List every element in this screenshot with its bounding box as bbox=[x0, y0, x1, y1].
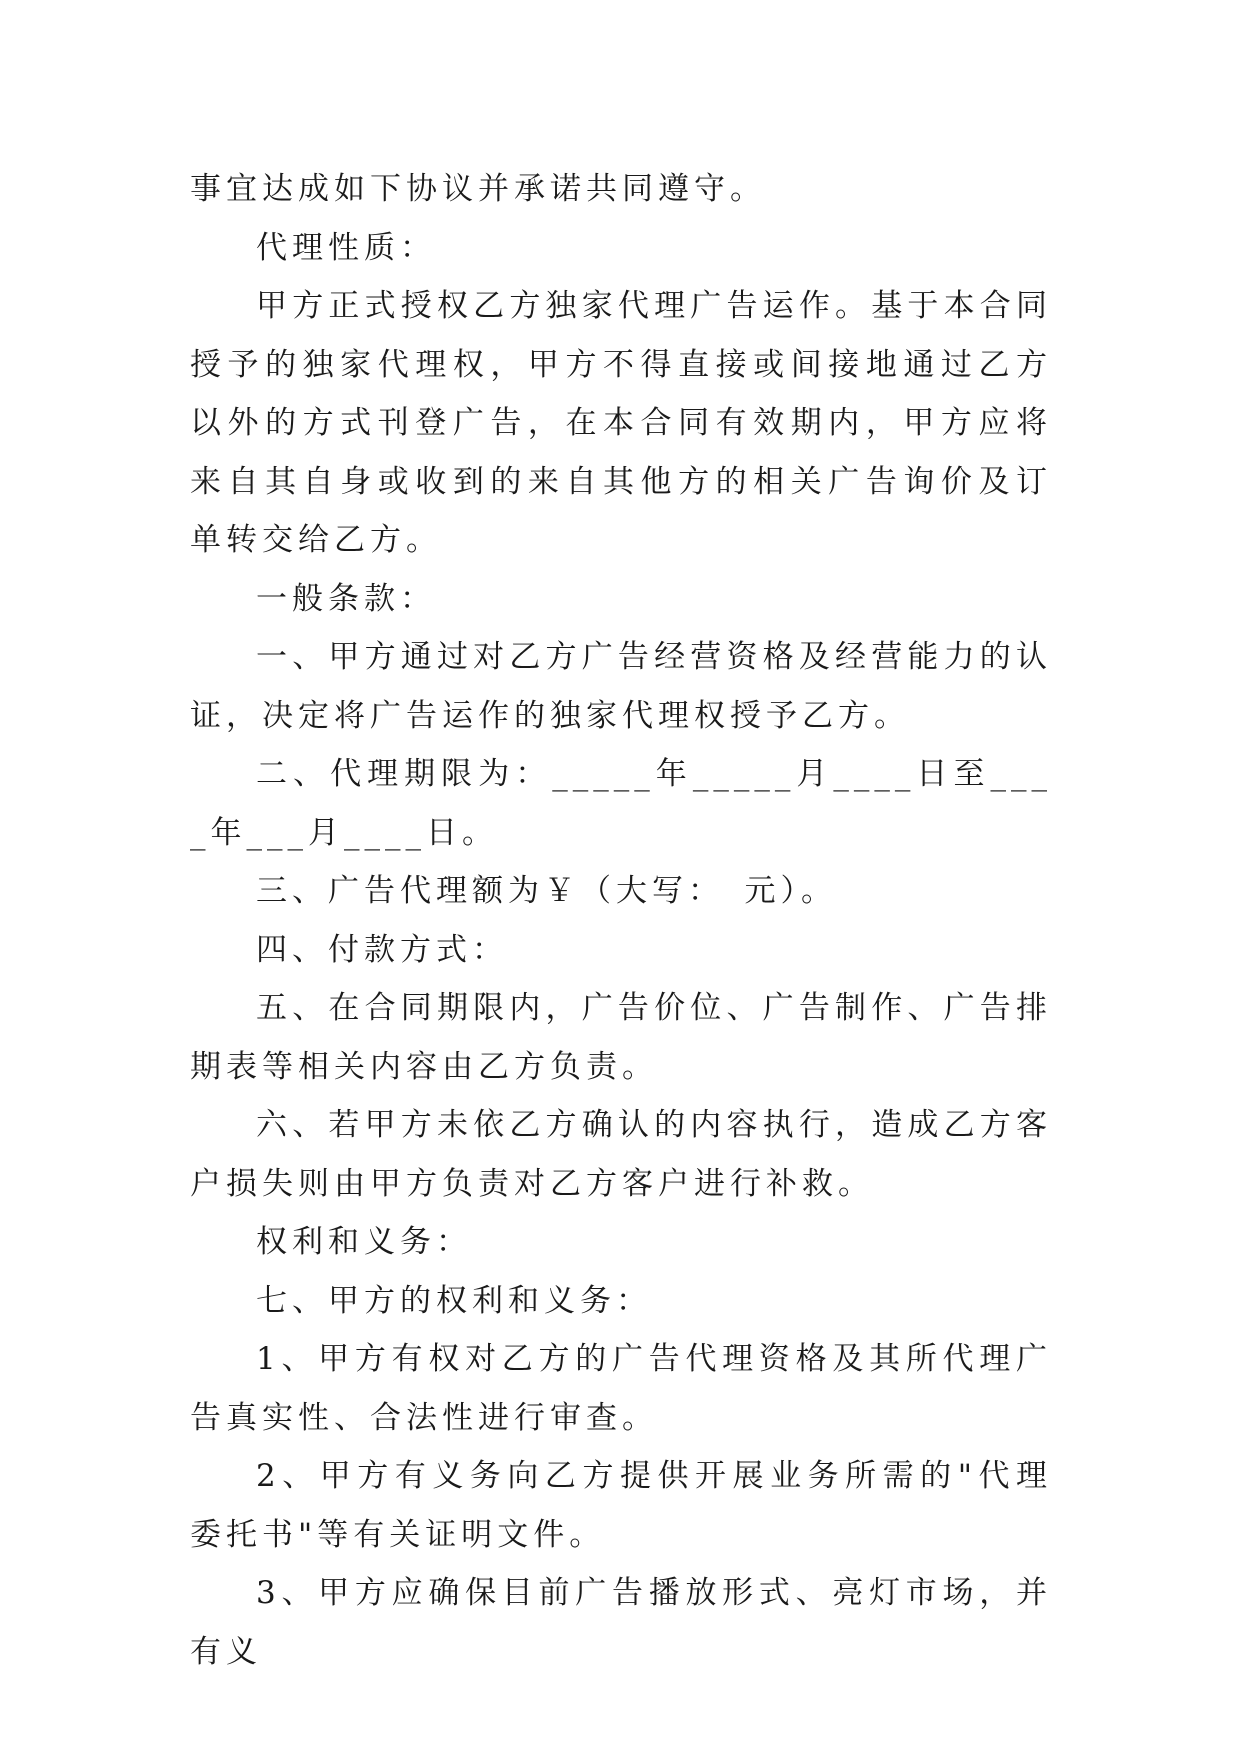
clause-1: 一、甲方通过对乙方广告经营资格及经营能力的认证，决定将广告运作的独家代理权授予乙方。 bbox=[190, 639, 1052, 734]
heading-general-terms: 一般条款： bbox=[256, 580, 436, 617]
subclause-7-2: 2、甲方有义务向乙方提供开展业务所需的"代理委托书"等有关证明文件。 bbox=[190, 1458, 1052, 1553]
clause-6: 六、若甲方未依乙方确认的内容执行，造成乙方客户损失则由甲方负责对乙方客户进行补救。 bbox=[190, 1107, 1052, 1202]
clause-7-party-a-rights: 七、甲方的权利和义务： bbox=[256, 1282, 652, 1319]
clause-4-payment-method: 四、付款方式： bbox=[256, 931, 508, 968]
clause-5: 五、在合同期限内，广告价位、广告制作、广告排期表等相关内容由乙方负责。 bbox=[190, 990, 1052, 1085]
heading-rights-obligations: 权利和义务： bbox=[256, 1224, 472, 1260]
paragraph-exclusive-authorization: 甲方正式授权乙方独家代理广告运作。基于本合同授予的独家代理权，甲方不得直接或间接地通过乙方以外的方式刊登广告，在本合同有效期内，甲方应将来自其自身或收到的来自其他方的相关广告询价及订单转交给乙方。 bbox=[190, 288, 1052, 558]
paragraph-agreement-intro: 事宜达成如下协议并承诺共同遵守。 bbox=[190, 171, 766, 207]
subclause-7-3: 3、甲方应确保目前广告播放形式、亮灯市场，并有义 bbox=[190, 1575, 1052, 1670]
document-body bbox=[190, 160, 1052, 1681]
clause-3-agency-amount: 三、广告代理额为￥（大写： 元）。 bbox=[256, 873, 837, 909]
heading-agency-nature: 代理性质： bbox=[256, 229, 436, 266]
subclause-7-1: 1、甲方有权对乙方的广告代理资格及其所代理广告真实性、合法性进行审查。 bbox=[190, 1341, 1052, 1436]
clause-2-agency-period: 二、代理期限为：_____年_____月____日至____年___月____日。 bbox=[190, 756, 1052, 851]
